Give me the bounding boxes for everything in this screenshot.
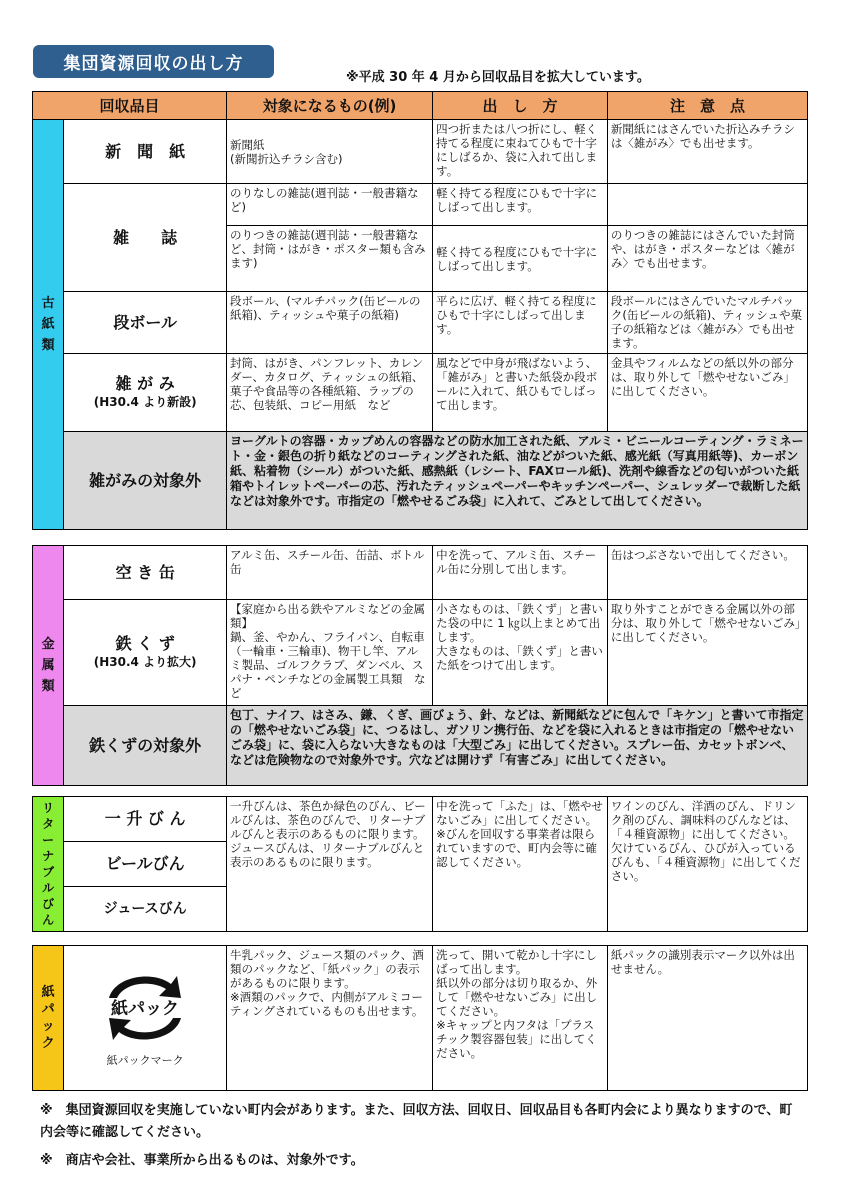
table-row xyxy=(33,706,808,786)
cell-note: のりつきの雑誌にはさんでいた封筒や、はがき・ポスターなどは〈雑がみ〉でも出せます。 xyxy=(607,226,807,292)
item-newspaper: 新 聞 紙 xyxy=(64,120,227,184)
cell-target: のりつきの雑誌(週刊誌・一般書籍など、封筒・はがき・ポスター類も含みます) xyxy=(227,226,433,292)
table-row xyxy=(33,354,808,432)
header-item: 回収品目 xyxy=(33,92,227,120)
item-mixed-paper-excluded: 雑がみの対象外 xyxy=(64,432,227,530)
cell-how: 小さなものは、「鉄くず」と書いた袋の中に 1 ㎏以上まとめて出します。 大きなものは、「鉄くず」と書いた紙をつけて出します。 xyxy=(433,600,608,706)
item-empty-can: 空 き 缶 xyxy=(64,546,227,600)
paper-pack-logo-cell xyxy=(64,946,227,1091)
logo-text: 紙パック xyxy=(111,999,180,1019)
header-note: 注 意 点 xyxy=(607,92,807,120)
header-target: 対象になるもの(例) xyxy=(227,92,433,120)
page-title: 集団資源回収の出し方 xyxy=(33,45,274,78)
table-row xyxy=(33,120,808,184)
cell-how: 軽く持てる程度にひもで十字にしばって出します。 xyxy=(433,226,608,292)
table-row xyxy=(33,797,808,842)
metal-table xyxy=(32,545,808,786)
cell-excluded: 包丁、ナイフ、はさみ、鎌、くぎ、画びょう、針、などは、新聞紙などに包んで「キケン」と書いて市指定の「燃やせないごみ袋」に、つるはし、ガソリン携行缶、などを袋に入れるときは市指定の「燃やせないごみ袋」に、袋に入らない大きなものは「大型ごみ」に出してください。スプレー缶、カセットボンベ、などは危険物なので対象外です。穴などは開けず「有害ごみ」に出してください。 xyxy=(226,706,807,786)
cell-note: 取り外すことができる金属以外の部分は、取り外して「燃やせないごみ」に出してください。 xyxy=(607,600,807,706)
cell-target: 段ボール、(マルチパック(缶ビールの紙箱)、ティッシュや菓子の紙箱) xyxy=(227,292,433,354)
table-row xyxy=(33,184,808,226)
cell-how: 軽く持てる程度にひもで十字にしばって出します。 xyxy=(433,184,608,226)
table-row xyxy=(33,432,808,530)
item-magazine: 雑 誌 xyxy=(64,184,227,292)
cell-note: 紙パックの識別表示マーク以外は出せません。 xyxy=(607,946,807,1091)
table-row xyxy=(33,292,808,354)
cell-how: 中を洗って、アルミ缶、スチール缶に分別して出します。 xyxy=(433,546,608,600)
bottle-table xyxy=(32,796,808,932)
header-how: 出 し 方 xyxy=(433,92,608,120)
cell-note: 段ボールにはさんでいたマルチパック(缶ビールの紙箱)、ティッシュや菓子の紙箱などは〈雑がみ〉でも出せます。 xyxy=(607,292,807,354)
cell-target: 一升びんは、茶色か緑色のびん、ビールびんは、茶色のびんで、リターナブルびんと表示のあるものに限ります。 ジュースびんは、リターナブルびんと表示のあるものに限ります。 xyxy=(226,797,432,932)
cell-note xyxy=(607,184,807,226)
cell-how: 平らに広げ、軽く持てる程度にひもで十字にしばって出します。 xyxy=(433,292,608,354)
footer-note-2: ※ 商店や会社、事業所から出るものは、対象外です。 xyxy=(40,1153,364,1168)
item-mixed-paper: 雑 が み (H30.4 より新設) xyxy=(64,354,227,432)
table-row xyxy=(33,546,808,600)
cell-how: 風などで中身が飛ばないよう、「雑がみ」と書いた紙袋か段ボールに入れて、紙ひもでしばって出します。 xyxy=(433,354,608,432)
recycle-arrows-icon xyxy=(99,968,191,1048)
cell-excluded: ヨーグルトの容器・カップめんの容器などの防水加工された紙、アルミ・ビニールコーティング・ラミネート・金・銀色の折り紙などのコーティングされた紙、油などがついた紙、感光紙（写真用紙等)、カーボン紙、粘着物（シール）がついた紙、感熱紙（レシート、FAXロール紙)、洗剤や線香などの匂いがついた紙箱やトイレットペーパーの芯、汚れたティッシュペーパーやキッチンペーパー、シュレッダーで裁断した紙などは対象外です。市指定の「燃やせるごみ袋」に入れて、ごみとして出してください。 xyxy=(227,432,808,530)
cell-how: 洗って、開いて乾かし十字にしばって出します。 紙以外の部分は切り取るか、外して「燃やせないごみ」に出してください。 ※キャップと内フタは「プラスチック製容器包装」に出してください。 xyxy=(433,946,608,1091)
cell-target: 封筒、はがき、パンフレット、カレンダー、カタログ、ティッシュの紙箱、菓子や食品等の各種紙箱、ラップの芯、包装紙、コピー用紙 など xyxy=(227,354,433,432)
category-returnable-bottle: リ タ ー ナ ブ ル び ん xyxy=(33,797,64,932)
paper-table xyxy=(32,91,808,530)
cell-note: ワインのびん、洋酒のびん、ドリンク剤のびん、調味料のびんなどは、「４種資源物」に出してください。 欠けているびん、ひびが入っているびんも、「４種資源物」に出してください。 xyxy=(607,797,807,932)
table-row xyxy=(33,600,808,706)
item-beer-bottle: ビールびん xyxy=(64,842,227,887)
table-row xyxy=(33,946,808,1091)
category-paper-pack: 紙 パ ッ ク xyxy=(33,946,64,1091)
table-header-row xyxy=(33,92,808,120)
cell-how: 中を洗って「ふた」は、「燃やせないごみ」に出してください。 ※びんを回収する事業者は限られていますので、町内会等に確認してください。 xyxy=(433,797,608,932)
cell-target: 新聞紙 (新聞折込チラシ含む) xyxy=(227,120,433,184)
item-scrap-iron: 鉄 く ず (H30.4 より拡大) xyxy=(64,600,227,706)
cell-note: 新聞紙にはさんでいた折込みチラシは〈雑がみ〉でも出せます。 xyxy=(607,120,807,184)
item-sake-bottle: 一 升 び ん xyxy=(64,797,227,842)
item-scrap-iron-excluded: 鉄くずの対象外 xyxy=(64,706,227,786)
cell-note: 金具やフィルムなどの紙以外の部分は、取り外して「燃やせないごみ」に出してください。 xyxy=(607,354,807,432)
cell-target: のりなしの雑誌(週刊誌・一般書籍など) xyxy=(227,184,433,226)
category-metal: 金 属 類 xyxy=(33,546,64,786)
cell-target: 【家庭から出る鉄やアルミなどの金属類】 鍋、釜、やかん、フライパン、自転車（一輪車・三輪車)、物干し竿、アルミ製品、ゴルフクラブ、ダンベル、スパナ・ペンチなどの金属製工具類 など xyxy=(226,600,432,706)
pack-table xyxy=(32,945,808,1091)
category-paper: 古 紙 類 xyxy=(33,120,64,530)
cell-how: 四つ折または八つ折にし、軽く持てる程度に束ねてひもで十字にしばるか、袋に入れて出します。 xyxy=(433,120,608,184)
expansion-note: ※平成 30 年 4 月から回収品目を拡大しています。 xyxy=(346,70,650,85)
paper-pack-mark-caption: 紙パックマーク xyxy=(106,1054,184,1067)
item-cardboard: 段ボール xyxy=(64,292,227,354)
cell-note: 缶はつぶさないで出してください。 xyxy=(607,546,807,600)
cell-target: 牛乳パック、ジュース類のパック、酒類のパックなど、「紙パック」の表示があるものに限ります。 ※酒類のパックで、内側がアルミコーティングされているものも出せます。 xyxy=(226,946,432,1091)
cell-target: アルミ缶、スチール缶、缶詰、ボトル缶 xyxy=(226,546,432,600)
footer-note-1: ※ 集団資源回収を実施していない町内会があります。また、回収方法、回収日、回収品目も各町内会により異なりますので、町内会等に確認してください。 xyxy=(40,1103,793,1140)
item-juice-bottle: ジュースびん xyxy=(64,887,227,932)
